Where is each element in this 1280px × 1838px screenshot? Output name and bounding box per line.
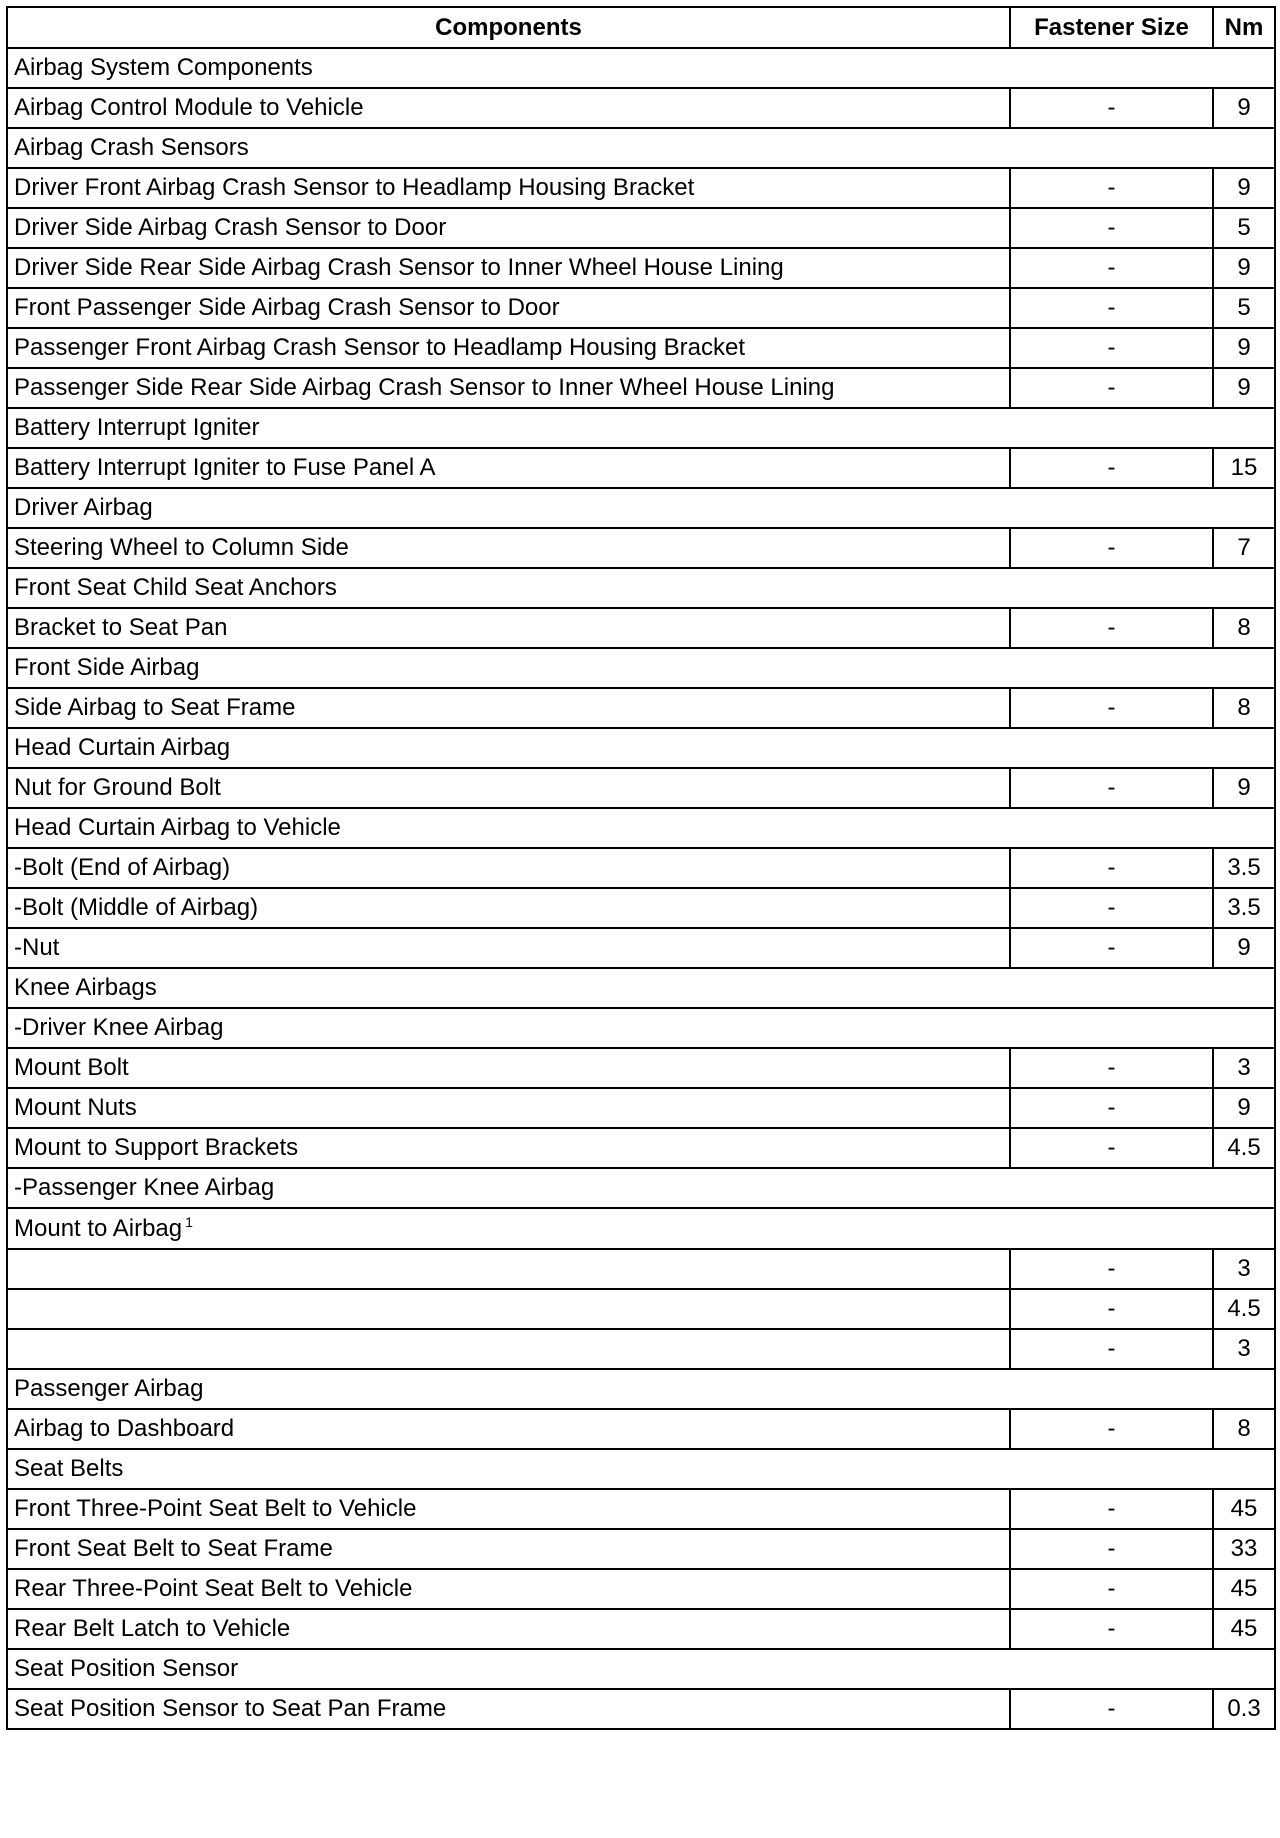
table-row xyxy=(7,248,1275,288)
component-cell: Front Three-Point Seat Belt to Vehicle xyxy=(7,1489,1010,1529)
section-label-text: Head Curtain Airbag to Vehicle xyxy=(14,814,341,841)
section-label-text: -Driver Knee Airbag xyxy=(14,1014,224,1041)
table-row xyxy=(7,688,1275,728)
fastener-size-cell: - xyxy=(1010,1289,1213,1329)
component-cell xyxy=(7,1249,1010,1289)
table-row xyxy=(7,1249,1275,1289)
section-row xyxy=(7,648,1275,688)
section-label xyxy=(7,728,1275,768)
component-cell: Rear Three-Point Seat Belt to Vehicle xyxy=(7,1569,1010,1609)
fastener-size-cell: - xyxy=(1010,168,1213,208)
fastener-size-cell: - xyxy=(1010,288,1213,328)
table-row xyxy=(7,1088,1275,1128)
fastener-size-cell: - xyxy=(1010,888,1213,928)
torque-nm-cell: 9 xyxy=(1213,768,1275,808)
component-cell: Side Airbag to Seat Frame xyxy=(7,688,1010,728)
section-row xyxy=(7,728,1275,768)
table-row xyxy=(7,528,1275,568)
component-cell: Airbag to Dashboard xyxy=(7,1409,1010,1449)
component-cell: Mount Bolt xyxy=(7,1048,1010,1088)
table-row xyxy=(7,328,1275,368)
section-label-text: Head Curtain Airbag xyxy=(14,734,231,761)
section-label-text: Seat Belts xyxy=(14,1455,124,1482)
torque-nm-cell: 7 xyxy=(1213,528,1275,568)
torque-nm-cell: 8 xyxy=(1213,608,1275,648)
section-label-text: Mount to Airbag xyxy=(14,1214,183,1242)
fastener-size-cell: - xyxy=(1010,1569,1213,1609)
section-label-text: Passenger Airbag xyxy=(14,1375,204,1402)
torque-nm-cell: 5 xyxy=(1213,208,1275,248)
fastener-size-cell: - xyxy=(1010,88,1213,128)
fastener-tightening-spec-table xyxy=(6,6,1276,1730)
torque-nm-cell: 9 xyxy=(1213,928,1275,968)
section-label xyxy=(7,488,1275,528)
section-label xyxy=(7,1449,1275,1489)
section-label-text: Seat Position Sensor xyxy=(14,1655,239,1682)
table-row xyxy=(7,608,1275,648)
component-cell: Airbag Control Module to Vehicle xyxy=(7,88,1010,128)
section-label xyxy=(7,968,1275,1008)
torque-nm-cell: 4.5 xyxy=(1213,1289,1275,1329)
section-label xyxy=(7,808,1275,848)
fastener-size-cell: - xyxy=(1010,328,1213,368)
section-row xyxy=(7,48,1275,88)
section-row xyxy=(7,968,1275,1008)
header-components: Components xyxy=(7,7,1010,48)
section-label-text: Battery Interrupt Igniter xyxy=(14,414,260,441)
section-row xyxy=(7,1008,1275,1048)
torque-nm-cell: 9 xyxy=(1213,248,1275,288)
fastener-size-cell: - xyxy=(1010,608,1213,648)
component-cell: Passenger Front Airbag Crash Sensor to Headlamp Housing Bracket xyxy=(7,328,1010,368)
section-label xyxy=(7,1649,1275,1689)
torque-nm-cell: 3.5 xyxy=(1213,848,1275,888)
section-label-text: Front Side Airbag xyxy=(14,654,200,681)
section-label xyxy=(7,1208,1275,1249)
component-cell: -Bolt (Middle of Airbag) xyxy=(7,888,1010,928)
table-row xyxy=(7,168,1275,208)
torque-nm-cell: 3.5 xyxy=(1213,888,1275,928)
torque-nm-cell: 3 xyxy=(1213,1048,1275,1088)
section-row xyxy=(7,568,1275,608)
component-cell: Seat Position Sensor to Seat Pan Frame xyxy=(7,1689,1010,1729)
table-row xyxy=(7,1128,1275,1168)
component-cell: Driver Side Rear Side Airbag Crash Sensor to Inner Wheel House Lining xyxy=(7,248,1010,288)
table-row xyxy=(7,1329,1275,1369)
table-row xyxy=(7,448,1275,488)
section-label-text: Driver Airbag xyxy=(14,494,153,521)
section-label xyxy=(7,648,1275,688)
component-cell: Driver Front Airbag Crash Sensor to Headlamp Housing Bracket xyxy=(7,168,1010,208)
fastener-size-cell: - xyxy=(1010,248,1213,288)
table-body xyxy=(7,48,1275,1729)
section-row xyxy=(7,1649,1275,1689)
section-row xyxy=(7,808,1275,848)
header-nm: Nm xyxy=(1213,7,1275,48)
component-cell: Bracket to Seat Pan xyxy=(7,608,1010,648)
section-row xyxy=(7,1168,1275,1208)
fastener-size-cell: - xyxy=(1010,1048,1213,1088)
table-row xyxy=(7,1609,1275,1649)
component-cell xyxy=(7,1289,1010,1329)
fastener-size-cell: - xyxy=(1010,528,1213,568)
fastener-size-cell: - xyxy=(1010,688,1213,728)
table-row xyxy=(7,1409,1275,1449)
table-row xyxy=(7,88,1275,128)
table-row xyxy=(7,1048,1275,1088)
footnote-marker: 1 xyxy=(185,1213,193,1230)
fastener-size-cell: - xyxy=(1010,1609,1213,1649)
section-label-text: -Passenger Knee Airbag xyxy=(14,1174,275,1201)
torque-nm-cell: 3 xyxy=(1213,1329,1275,1369)
fastener-size-cell: - xyxy=(1010,1689,1213,1729)
table-row xyxy=(7,1569,1275,1609)
section-label-text: Front Seat Child Seat Anchors xyxy=(14,574,337,601)
fastener-size-cell: - xyxy=(1010,208,1213,248)
torque-nm-cell: 5 xyxy=(1213,288,1275,328)
table-row xyxy=(7,368,1275,408)
table-row xyxy=(7,1529,1275,1569)
table-row xyxy=(7,208,1275,248)
torque-nm-cell: 0.3 xyxy=(1213,1689,1275,1729)
section-label-text: Airbag Crash Sensors xyxy=(14,134,249,161)
torque-nm-cell: 33 xyxy=(1213,1529,1275,1569)
component-cell: Rear Belt Latch to Vehicle xyxy=(7,1609,1010,1649)
section-label-text: Knee Airbags xyxy=(14,974,157,1001)
fastener-size-cell: - xyxy=(1010,368,1213,408)
torque-nm-cell: 9 xyxy=(1213,328,1275,368)
section-row xyxy=(7,1369,1275,1409)
component-cell: Front Seat Belt to Seat Frame xyxy=(7,1529,1010,1569)
component-cell: Mount Nuts xyxy=(7,1088,1010,1128)
torque-nm-cell: 45 xyxy=(1213,1489,1275,1529)
fastener-size-cell: - xyxy=(1010,1489,1213,1529)
section-label xyxy=(7,1168,1275,1208)
fastener-size-cell: - xyxy=(1010,1088,1213,1128)
fastener-size-cell: - xyxy=(1010,1249,1213,1289)
table-row xyxy=(7,1289,1275,1329)
table-row xyxy=(7,768,1275,808)
section-row xyxy=(7,408,1275,448)
component-cell: -Bolt (End of Airbag) xyxy=(7,848,1010,888)
torque-nm-cell: 8 xyxy=(1213,688,1275,728)
section-label xyxy=(7,48,1275,88)
component-cell: Passenger Side Rear Side Airbag Crash Sensor to Inner Wheel House Lining xyxy=(7,368,1010,408)
table-row xyxy=(7,1689,1275,1729)
table-row xyxy=(7,1489,1275,1529)
section-row xyxy=(7,488,1275,528)
component-cell: Mount to Support Brackets xyxy=(7,1128,1010,1168)
fastener-size-cell: - xyxy=(1010,1128,1213,1168)
header-fastener-size: Fastener Size xyxy=(1010,7,1213,48)
section-label xyxy=(7,1369,1275,1409)
section-label xyxy=(7,568,1275,608)
section-row xyxy=(7,128,1275,168)
section-label xyxy=(7,408,1275,448)
fastener-size-cell: - xyxy=(1010,448,1213,488)
fastener-size-cell: - xyxy=(1010,768,1213,808)
torque-nm-cell: 9 xyxy=(1213,168,1275,208)
fastener-size-cell: - xyxy=(1010,848,1213,888)
torque-nm-cell: 9 xyxy=(1213,88,1275,128)
fastener-size-cell: - xyxy=(1010,1409,1213,1449)
component-cell: Steering Wheel to Column Side xyxy=(7,528,1010,568)
torque-nm-cell: 9 xyxy=(1213,1088,1275,1128)
torque-nm-cell: 4.5 xyxy=(1213,1128,1275,1168)
fastener-size-cell: - xyxy=(1010,928,1213,968)
table-row xyxy=(7,928,1275,968)
table-row xyxy=(7,848,1275,888)
table-row xyxy=(7,888,1275,928)
component-cell: Nut for Ground Bolt xyxy=(7,768,1010,808)
component-cell xyxy=(7,1329,1010,1369)
torque-nm-cell: 15 xyxy=(1213,448,1275,488)
component-cell: Front Passenger Side Airbag Crash Sensor to Door xyxy=(7,288,1010,328)
header-row xyxy=(7,7,1275,48)
component-cell: Battery Interrupt Igniter to Fuse Panel A xyxy=(7,448,1010,488)
torque-nm-cell: 3 xyxy=(1213,1249,1275,1289)
section-label xyxy=(7,1008,1275,1048)
torque-nm-cell: 45 xyxy=(1213,1569,1275,1609)
fastener-size-cell: - xyxy=(1010,1529,1213,1569)
torque-nm-cell: 8 xyxy=(1213,1409,1275,1449)
fastener-size-cell: - xyxy=(1010,1329,1213,1369)
fastener-spec-page xyxy=(6,6,1276,1730)
section-label xyxy=(7,128,1275,168)
section-row xyxy=(7,1208,1275,1249)
torque-nm-cell: 45 xyxy=(1213,1609,1275,1649)
torque-nm-cell: 9 xyxy=(1213,368,1275,408)
section-label-text: Airbag System Components xyxy=(14,54,313,81)
component-cell: -Nut xyxy=(7,928,1010,968)
component-cell: Driver Side Airbag Crash Sensor to Door xyxy=(7,208,1010,248)
table-header xyxy=(7,7,1275,48)
section-row xyxy=(7,1449,1275,1489)
table-row xyxy=(7,288,1275,328)
